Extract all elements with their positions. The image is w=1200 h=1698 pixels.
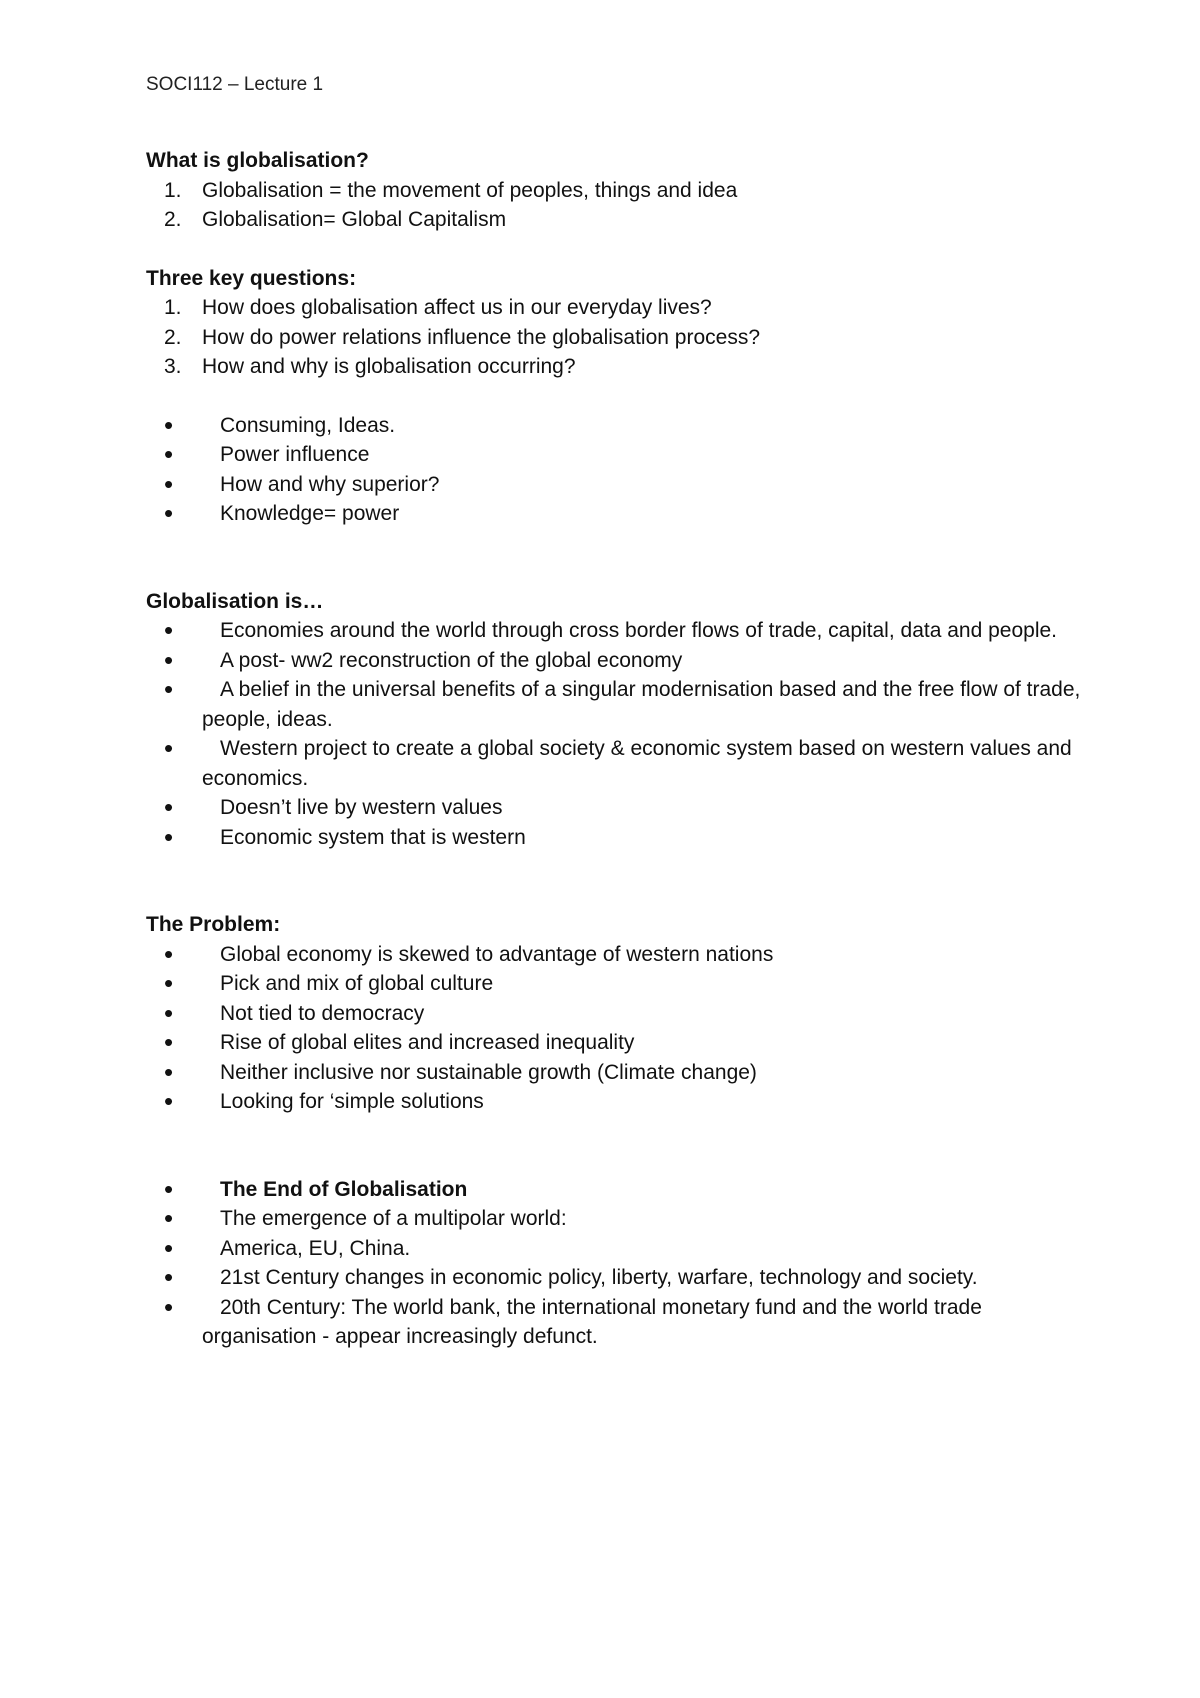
bullet-item xyxy=(146,999,1086,1029)
list-item-text: Globalisation = the movement of peoples, things and idea xyxy=(202,178,738,202)
document-header: SOCI112 – Lecture 1 xyxy=(146,74,324,95)
bullet-icon: • xyxy=(164,1232,174,1263)
bullet-text: Looking for ‘simple solutions xyxy=(220,1090,484,1113)
bullet-icon: • xyxy=(164,938,174,969)
list-number: 1. xyxy=(164,296,182,319)
list-item-text: How does globalisation affect us in our everyday lives? xyxy=(202,296,712,319)
bullet-text: A belief in the universal benefits of a singular modernisation based and the free flow of trade, people, ideas. xyxy=(202,678,1081,731)
list-item-text: How do power relations influence the globalisation process? xyxy=(202,325,760,349)
bullet-text: Power influence xyxy=(220,443,370,466)
bullet-icon: • xyxy=(164,1173,174,1204)
bullet-item xyxy=(146,1234,1086,1264)
heading-the-problem: The Problem: xyxy=(146,913,281,936)
bullet-item xyxy=(146,1175,1086,1205)
bullet-icon: • xyxy=(164,1027,174,1057)
bullet-icon: • xyxy=(164,674,174,704)
bullet-item xyxy=(146,499,1086,529)
bullet-icon: • xyxy=(164,821,174,852)
problem-list xyxy=(146,940,1086,1117)
list-item-text: How and why is globalisation occurring? xyxy=(202,355,576,378)
bullet-item xyxy=(146,1087,1086,1117)
list-number: 3. xyxy=(164,355,182,378)
globalisation-is-list xyxy=(146,616,1086,852)
questions-list xyxy=(146,293,1086,382)
bullet-item xyxy=(146,793,1086,823)
list-number: 2. xyxy=(164,325,182,349)
heading-three-key-questions: Three key questions: xyxy=(146,266,357,290)
bullet-icon: • xyxy=(164,615,174,645)
bullet-text: America, EU, China. xyxy=(220,1236,411,1260)
bullet-icon: • xyxy=(164,409,174,440)
bullet-text: Economies around the world through cross border flows of trade, capital, data and people. xyxy=(220,619,1057,642)
bullet-text: Pick and mix of global culture xyxy=(220,972,494,995)
bullet-text: Not tied to democracy xyxy=(220,1001,425,1025)
bullet-item xyxy=(146,646,1086,676)
list-number: 1. xyxy=(164,178,182,202)
list-item xyxy=(146,352,1086,382)
bullet-text: How and why superior? xyxy=(220,472,440,496)
bullet-icon: • xyxy=(164,733,174,763)
questions-bullet-list xyxy=(146,411,1086,529)
bullet-icon: • xyxy=(164,468,174,499)
bullet-item xyxy=(146,734,1086,793)
bullet-icon: • xyxy=(164,1262,174,1292)
end-of-globalisation-list xyxy=(146,1175,1086,1352)
bullet-text: Knowledge= power xyxy=(220,502,400,525)
bullet-text: Neither inclusive nor sustainable growth (Climate change) xyxy=(220,1060,757,1084)
bullet-text: Doesn’t live by western values xyxy=(220,796,503,819)
bullet-text: Rise of global elites and increased inequality xyxy=(220,1031,635,1054)
list-item xyxy=(146,293,1086,323)
heading-what-is-globalisation: What is globalisation? xyxy=(146,149,369,172)
heading-end-of-globalisation: The End of Globalisation xyxy=(220,1177,468,1201)
bullet-icon: • xyxy=(164,1056,174,1087)
bullet-icon: • xyxy=(164,498,174,528)
bullet-item xyxy=(146,1058,1086,1088)
list-item xyxy=(146,205,1086,235)
bullet-item xyxy=(146,470,1086,500)
bullet-text: Economic system that is western xyxy=(220,825,526,849)
bullet-icon: • xyxy=(164,792,174,822)
bullet-icon: • xyxy=(164,644,174,675)
bullet-text: Global economy is skewed to advantage of western nations xyxy=(220,942,774,966)
bullet-icon: • xyxy=(164,439,174,469)
bullet-item xyxy=(146,1293,1086,1352)
bullet-icon: • xyxy=(164,1291,174,1322)
bullet-text: The emergence of a multipolar world: xyxy=(220,1207,567,1230)
heading-globalisation-is: Globalisation is… xyxy=(146,589,324,613)
bullet-text: A post- ww2 reconstruction of the global economy xyxy=(220,648,683,672)
definition-list xyxy=(146,176,1086,235)
bullet-item xyxy=(146,411,1086,441)
document-content xyxy=(146,146,1086,1352)
list-item xyxy=(146,323,1086,353)
bullet-item xyxy=(146,1204,1086,1234)
bullet-icon: • xyxy=(164,1086,174,1116)
bullet-icon: • xyxy=(164,997,174,1028)
bullet-icon: • xyxy=(164,1203,174,1233)
bullet-text: Consuming, Ideas. xyxy=(220,413,396,437)
bullet-item xyxy=(146,1263,1086,1293)
bullet-item xyxy=(146,1028,1086,1058)
bullet-item xyxy=(146,969,1086,999)
list-number: 2. xyxy=(164,208,182,231)
bullet-item xyxy=(146,616,1086,646)
bullet-icon: • xyxy=(164,968,174,998)
list-item xyxy=(146,176,1086,206)
bullet-item xyxy=(146,823,1086,853)
bullet-item xyxy=(146,675,1086,734)
bullet-text: 20th Century: The world bank, the international monetary fund and the world trade organisation - appear increasingly defunct. xyxy=(202,1295,982,1348)
bullet-text: 21st Century changes in economic policy, liberty, warfare, technology and society. xyxy=(220,1266,978,1289)
bullet-item xyxy=(146,440,1086,470)
list-item-text: Globalisation= Global Capitalism xyxy=(202,208,507,231)
bullet-item xyxy=(146,940,1086,970)
bullet-text: Western project to create a global society & economic system based on western values and economics. xyxy=(202,737,1072,790)
